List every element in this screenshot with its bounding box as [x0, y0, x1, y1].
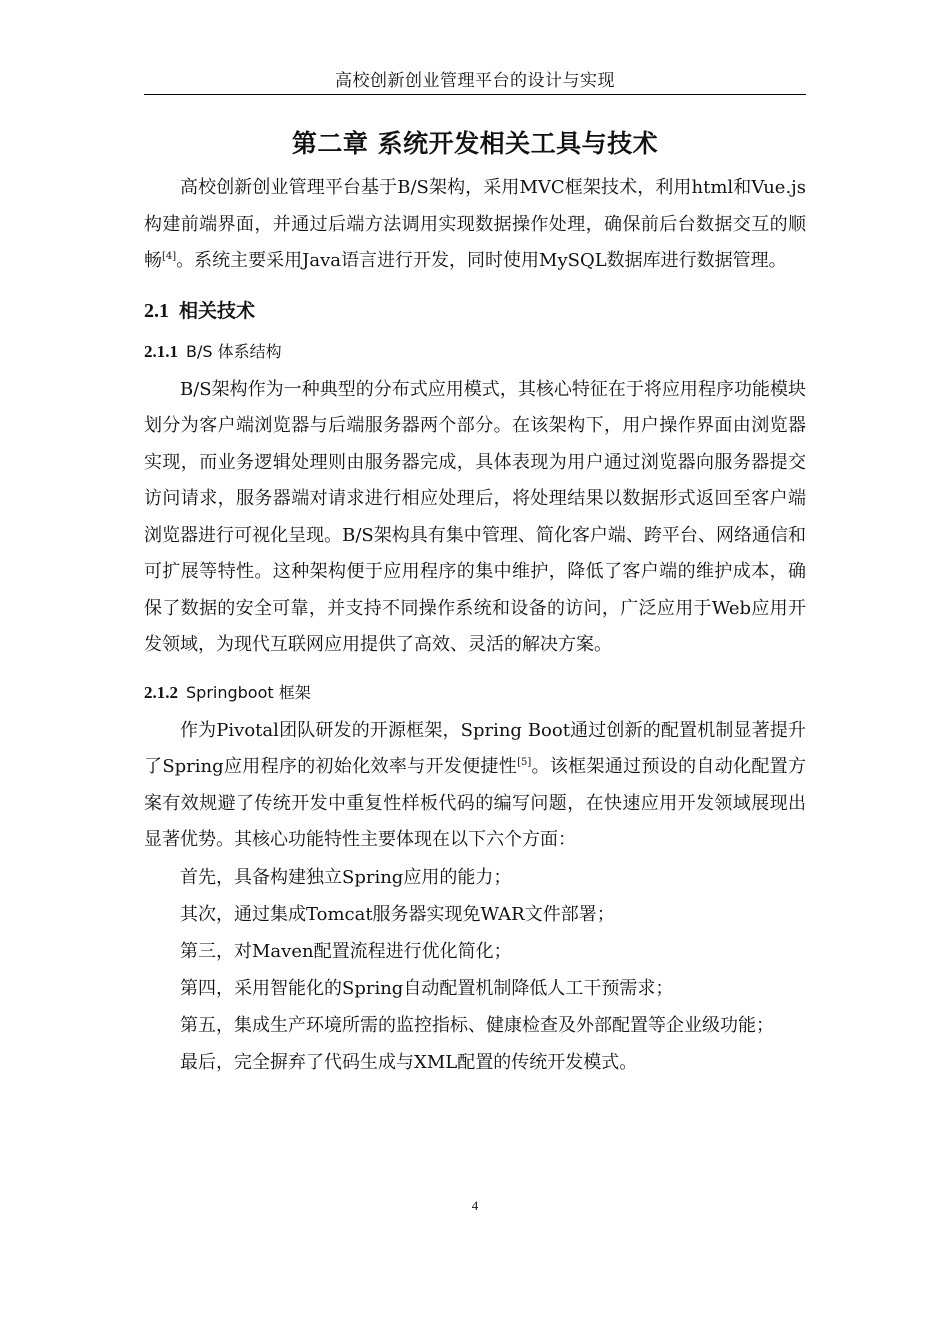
intro-text: 高校创新创业管理平台基于B/S架构，采用MVC框架技术，利用html和Vue.js构建前端界面，并通过后端方法调用实现数据操作处理，确保前后台数据交互的顺畅 [144, 177, 806, 271]
intro-text-after: 。系统主要采用Java语言进行开发，同时使用MySQL数据库进行数据管理。 [176, 250, 787, 271]
subsection-title: Springboot 框架 [186, 682, 311, 702]
section-heading-2-1 [144, 296, 806, 323]
section-title: 相关技术 [179, 299, 256, 322]
springboot-text-after: 。该框架通过预设的自动化配置方案有效规避了传统开发中重复性样板代码的编写问题，在快速应用开发领域展现出显著优势。其核心功能特性主要体现在以下六个方面： [144, 756, 806, 850]
page-number: 4 [471, 1198, 479, 1213]
citation-4[interactable]: [4] [162, 251, 177, 262]
page-content [144, 118, 806, 1081]
section-number: 2.1 [144, 299, 169, 322]
subsection-heading-2-1-2 [144, 680, 806, 703]
subsection-number: 2.1.2 [144, 682, 178, 702]
subsection-number: 2.1.1 [144, 341, 178, 361]
feature-item: 第四，采用智能化的Spring自动配置机制降低人工干预需求； [180, 977, 674, 999]
subsection-title: B/S 体系结构 [186, 341, 282, 361]
subsection-heading-2-1-1 [144, 339, 806, 362]
bs-paragraph: B/S架构作为一种典型的分布式应用模式，其核心特征在于将应用程序功能模块划分为客户端浏览器与后端服务器两个部分。在该架构下，用户操作界面由浏览器实现，而业务逻辑处理则由服务器完成，具体表现为用户通过浏览器向服务器提交访问请求，服务器端对请求进行相应处理后，将处理结果以数据形式返回至客户端浏览器进行可视化呈现。B/S架构具有集中管理、简化客户端、跨平台、网络通信和可扩展等特性。这种架构便于应用程序的集中维护，降低了客户端的维护成本，确保了数据的安全可靠，并支持不同操作系统和设备的访问，广泛应用于Web应用开发领域，为现代互联网应用提供了高效、灵活的解决方案。 [144, 378, 806, 655]
feature-item: 第五，集成生产环境所需的监控指标、健康检查及外部配置等企业级功能； [180, 1014, 774, 1036]
feature-item: 首先，具备构建独立Spring应用的能力； [180, 866, 512, 888]
springboot-text: 作为Pivotal团队研发的开源框架，Spring Boot通过创新的配置机制显著提升了Spring应用程序的初始化效率与开发便捷性 [144, 719, 806, 777]
intro-paragraph [144, 170, 806, 280]
running-header: 高校创新创业管理平台的设计与实现 [335, 71, 615, 91]
header-rule [144, 94, 806, 95]
springboot-paragraph [144, 713, 806, 859]
feature-item: 其次，通过集成Tomcat服务器实现免WAR文件部署； [180, 903, 615, 925]
feature-item: 最后，完全摒弃了代码生成与XML配置的传统开发模式。 [180, 1051, 638, 1073]
feature-item: 第三，对Maven配置流程进行优化简化； [180, 940, 512, 962]
chapter-title: 第二章 系统开发相关工具与技术 [291, 129, 659, 158]
citation-5[interactable]: [5] [517, 757, 532, 768]
